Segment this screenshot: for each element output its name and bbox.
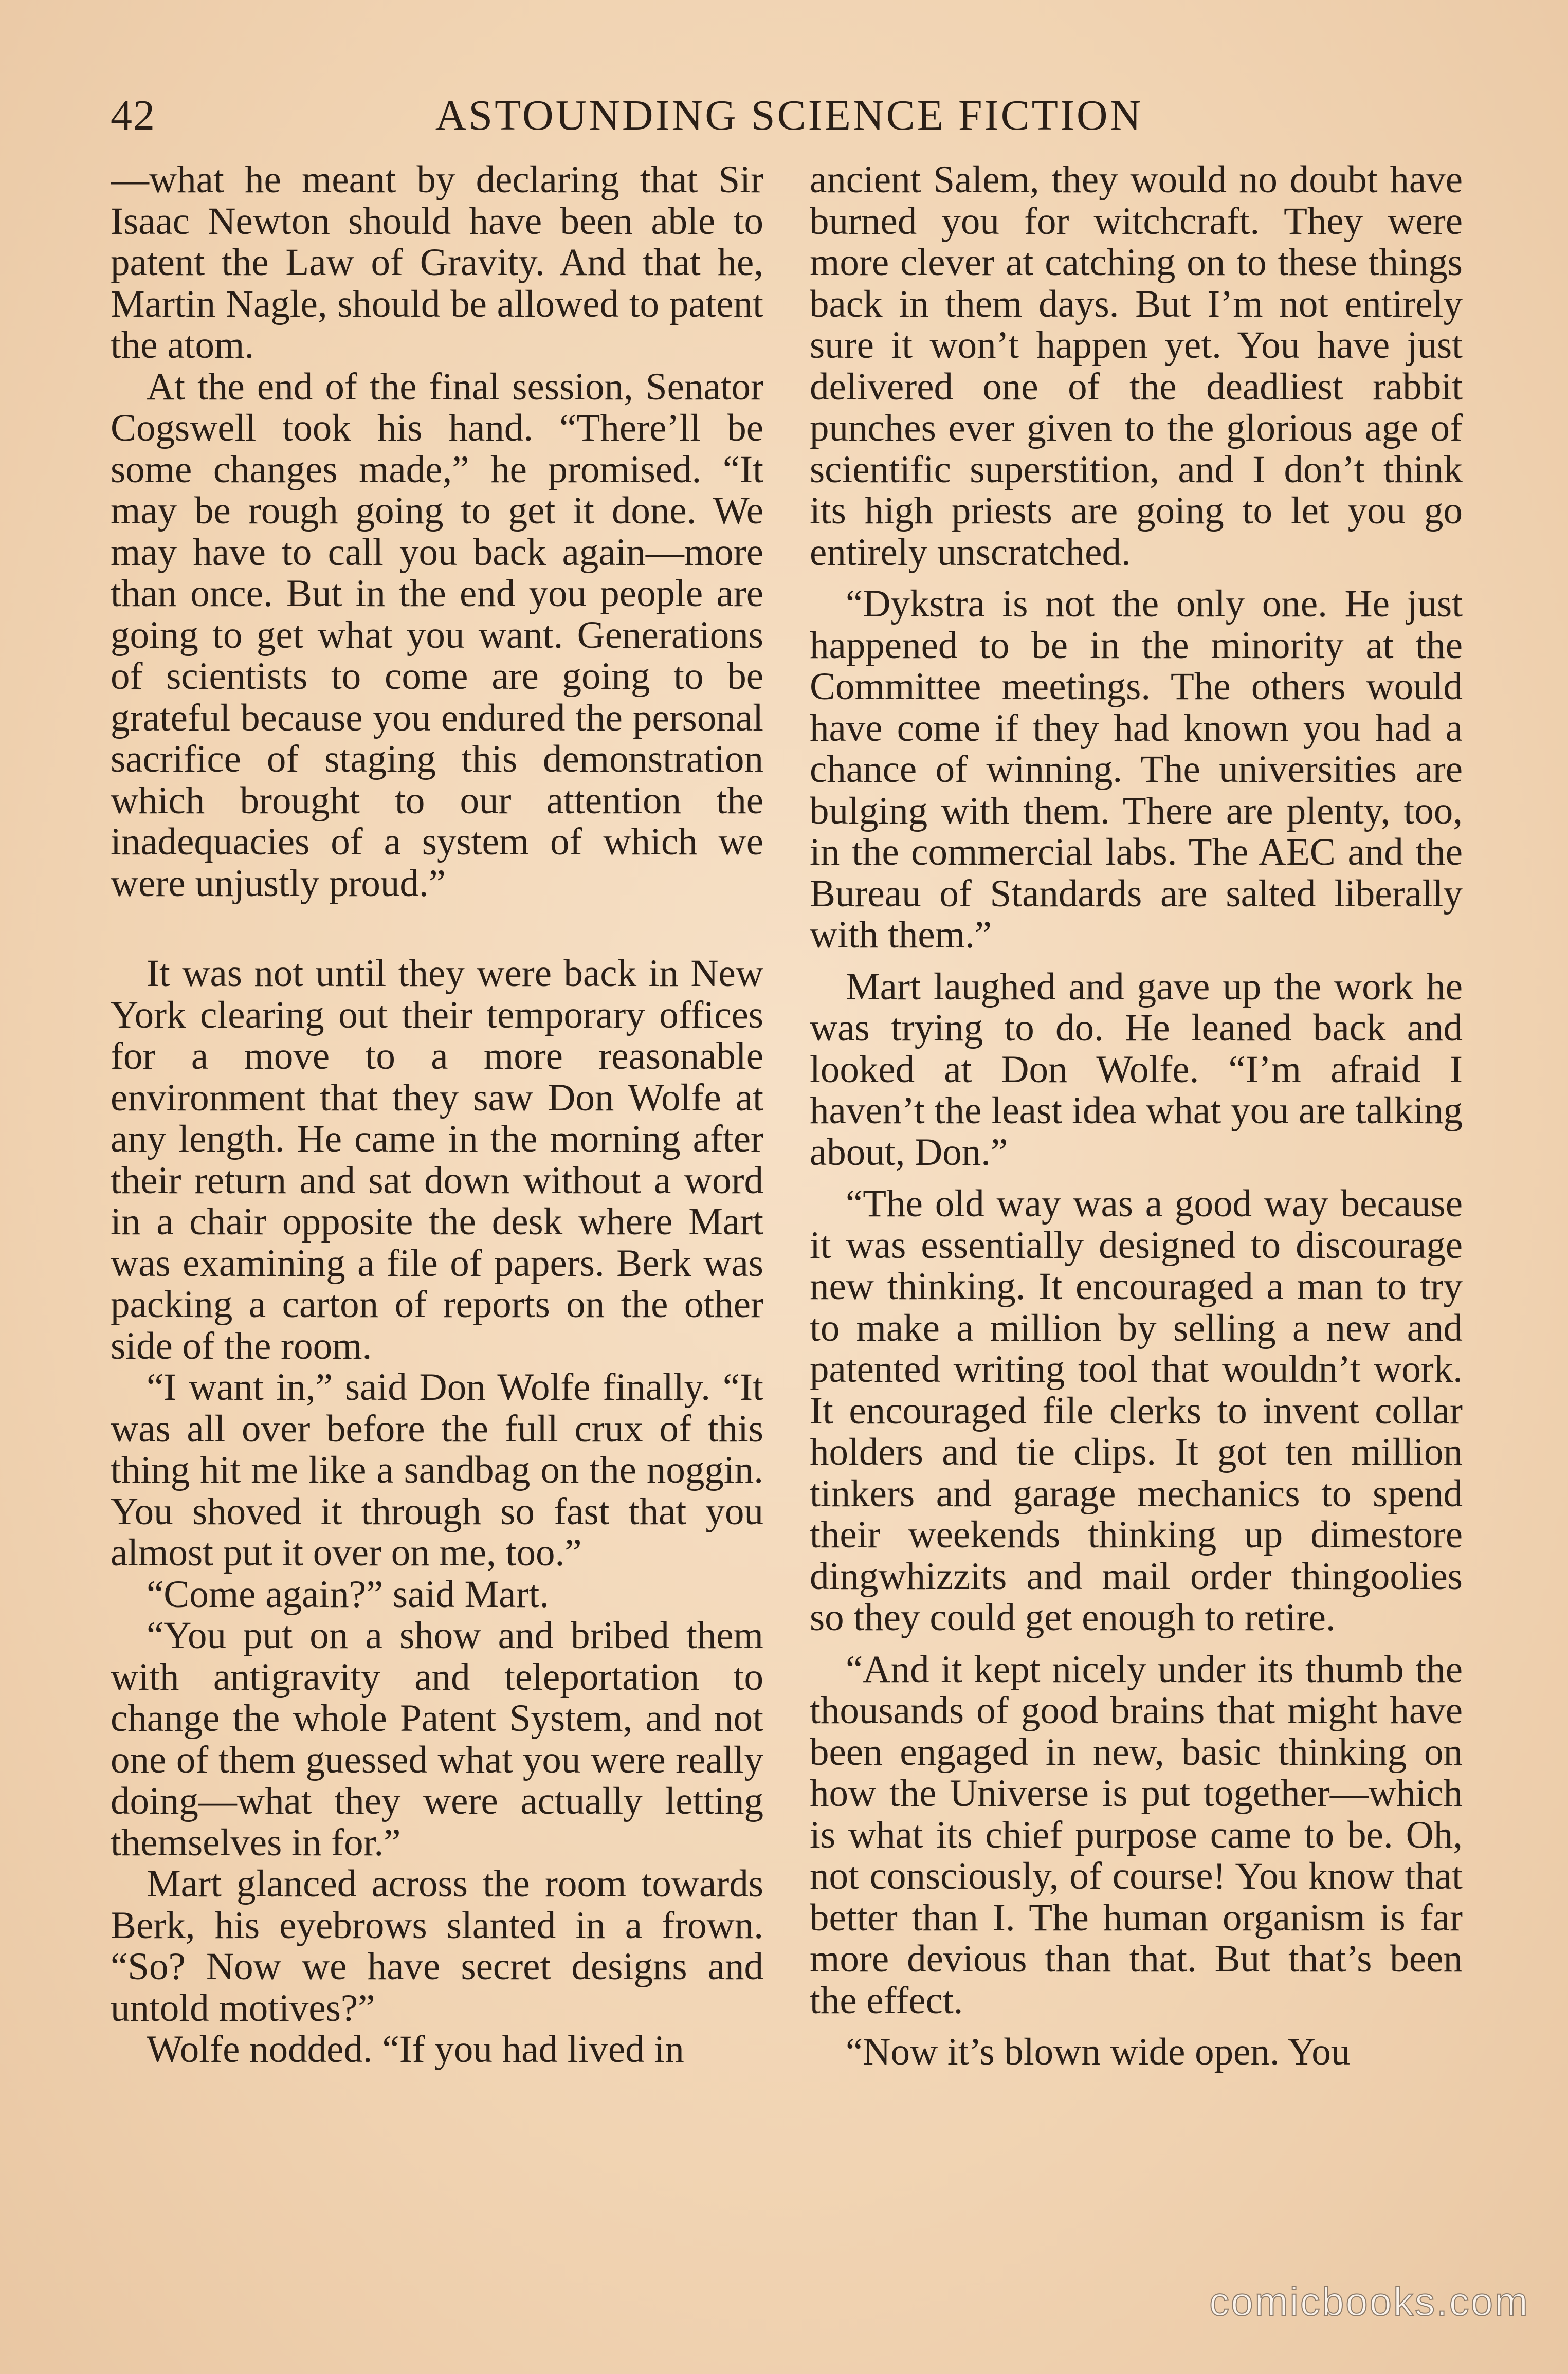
paragraph: Mart glanced across the room towards Berk, his eyebrows slanted in a frown. “So? Now we have secret designs and untold motives?”: [111, 1862, 763, 2030]
paragraph: “You put on a show and bribed them with antigravity and teleportation to change the whole Patent System, and not one of them guessed what you were really doing—what they were actually letting themselves in for.”: [111, 1614, 763, 1864]
left-column: [111, 159, 763, 2257]
paragraph: “And it kept nicely under its thumb the thousands of good brains that might have been engaged in new, basic thinking on how the Universe is put together—which is what its chief purpose came to be. Oh, not consciously, of course! You know that better than I. The human organism is far more devious than that. But that’s been the effect.: [810, 1648, 1463, 2022]
paragraph: Mart laughed and gave up the work he was trying to do. He leaned back and looked at Don Wolfe. “I’m afraid I haven’t the least idea what you are talking about, Don.”: [810, 965, 1463, 1174]
journal-title: ASTOUNDING SCIENCE FICTION: [435, 92, 1143, 139]
right-column: [810, 159, 1463, 2257]
watermark: comicbooks.com: [1209, 2279, 1529, 2324]
paragraph: “Dykstra is not the only one. He just happened to be in the minority at the Committee meetings. The others would have come if they had known you had a chance of winning. The universities are bulging with them. There are plenty, too, in the commercial labs. The AEC and the Bureau of Standards are salted liberally with them.”: [810, 582, 1463, 956]
paragraph: Wolfe nodded. “If you had lived in: [147, 2028, 684, 2071]
running-header: [111, 87, 1468, 144]
paragraph: It was not until they were back in New York clearing out their temporary offices for a move to a more reasonable environment that they saw Don Wolfe at any length. He came in the morning after their return and sat down without a word in a chair opposite the desk where Mart was examining a file of papers. Berk was packing a carton of reports on the other side of the room.: [111, 952, 763, 1367]
paragraph: At the end of the final session, Senator Cogswell took his hand. “There’ll be some changes made,” he promised. “It may be rough going to get it done. We may have to call you back again—more than once. But in the end you people are going to get what you want. Generations of scientists to come are going to be grateful because you endured the personal sacrifice of staging this demonstration which brought to our attention the inadequacies of a system of which we were unjustly proud.”: [111, 365, 763, 905]
paragraph: ancient Salem, they would no doubt have burned you for witchcraft. They were more clever at catching on to these things back in them days. But I’m not entirely sure it won’t happen yet. You have just delivered one of the deadliest rabbit punches ever given to the glorious age of scientific superstition, and I don’t think its high priests are going to let you go entirely unscratched.: [810, 159, 1463, 574]
paragraph: “I want in,” said Don Wolfe finally. “It was all over before the full crux of this thing hit me like a sandbag on the noggin. You shoved it through so fast that you almost put it over on me, too.”: [111, 1366, 763, 1574]
paragraph: —what he meant by declaring that Sir Isaac Newton should have been able to patent the Law of Gravity. And that he, Martin Nagle, should be allowed to patent the atom.: [111, 159, 763, 367]
paragraph: “Now it’s blown wide open. You: [846, 2031, 1351, 2073]
paragraph: “Come again?” said Mart.: [147, 1573, 550, 1616]
page-number: 42: [111, 92, 156, 139]
paragraph: “The old way was a good way because it was essentially designed to discourage new thinking. It encouraged a man to try to make a million by selling a new and patented writing tool that wouldn’t work. It encouraged file clerks to invent collar holders and tie clips. It got ten million tinkers and garage mechanics to spend their weekends thinking up dimestore dingwhizzits and mail order thingoolies so they could get enough to retire.: [810, 1182, 1463, 1639]
